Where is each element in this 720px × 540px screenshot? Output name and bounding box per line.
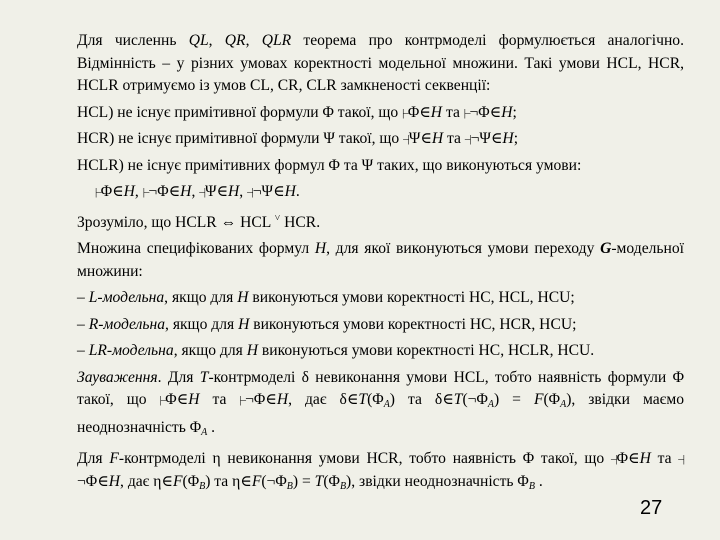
condition-hclr: HCLR) не існує примітивних формул Φ та Ψ таких, що виконуються умови: [77,156,582,174]
list-item-r-model: – R-модельна, якщо для H виконуються умови коректності HC, HCR, HCU; [77,315,577,333]
document-body [77,30,684,502]
paragraph-model-set: Множина специфікованих формул H, для якої виконуються умови переходу G-модельної множини: [77,240,684,280]
equivalence-statement: Зрозуміло, що HCLR ⇔ HCL ˅ HCR. [77,212,321,231]
paragraph-remark: Зауваження. Для T-контрмоделі δ невиконання умови HCL, тобто наявність формули Φ такої, що |–Φ∈H та |–¬Φ∈H, дає $\delta\in T(\Phi_A)$ та $\delta\in T(\neg\Phi_A) = F(\Phi_A)$, звідки маємо неоднозначність $\Phi_A$ . [77,368,685,438]
list-item-lr-model: – LR-модельна, якщо для H виконуються умови коректності HC, HCLR, HCU. [77,342,595,360]
paragraph-intro: Для численнь QL, QR, QLR теорема про контрмоделі формулюється аналогічно. Відмінність – у різних умовах коректності модельної множини. Такі умови HCL, HCR, HCLR отримуємо із умов CL, CR, CLR замкненості секвенції: [77,32,685,94]
condition-hcr: HCR) не існує примітивної формули Ψ такої, що –|Ψ∈H та –|¬Ψ∈H; [77,130,519,147]
condition-hclr-formula: |–Φ∈H, |–¬Φ∈H, –|Ψ∈H, –|¬Ψ∈H. [95,183,300,200]
condition-hcl: HCL) не існує примітивної формули Φ такої, що |–Φ∈H та |–¬Φ∈H; [77,103,517,121]
page-number: 27 [640,497,663,519]
paragraph-f-countermodel: Для F-контрмоделі η невиконання умови HCR, тобто наявність Φ такої, що –|Φ∈H та –|¬Φ∈H, дає $\eta\in F(\Phi_B)$ та $\eta\in F(\neg\Phi_B) = T(\Phi_B)$, звідки неоднозначність $\Phi_B$ . [77,450,684,492]
list-item-l-model: – L-модельна, якщо для H виконуються умови коректності HC, HCL, HCU; [77,289,575,307]
